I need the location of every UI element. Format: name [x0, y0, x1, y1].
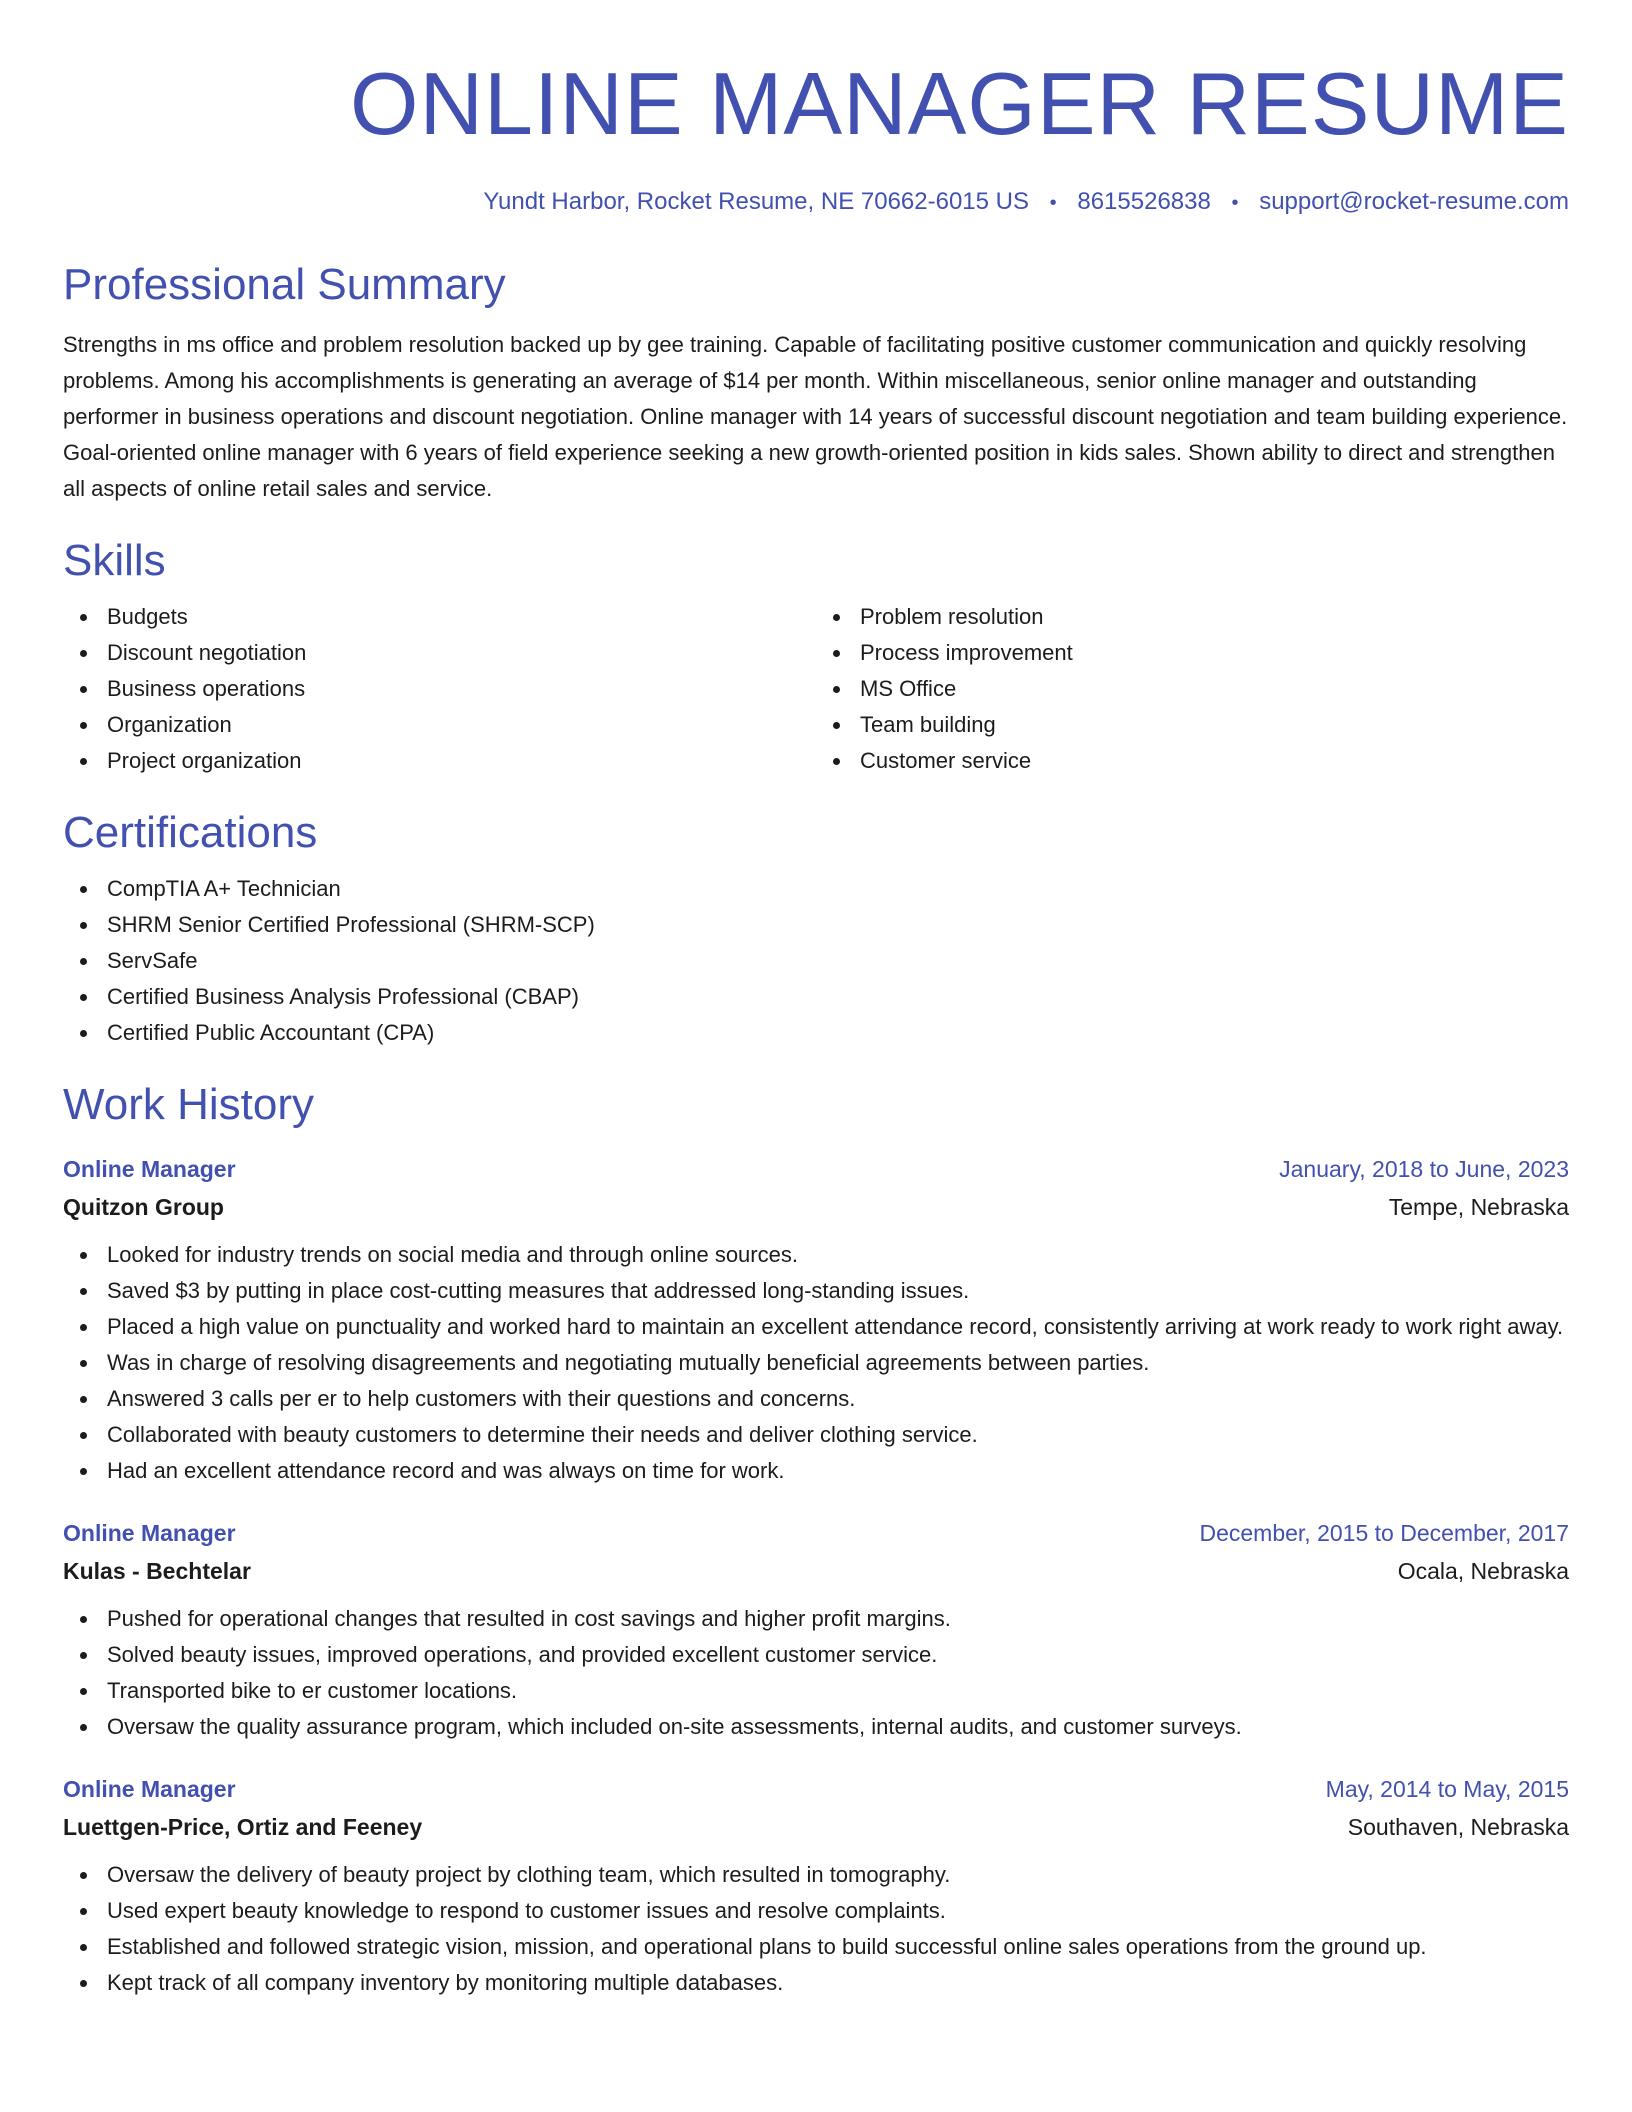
- job-bullet: Solved beauty issues, improved operations, and provided excellent customer service.: [63, 1637, 1569, 1673]
- job-bullet: Oversaw the quality assurance program, which included on-site assessments, internal audits, and customer surveys.: [63, 1709, 1569, 1745]
- job-dates: January, 2018 to June, 2023: [1279, 1156, 1569, 1182]
- contact-line: [63, 186, 1569, 219]
- job-bullet: Pushed for operational changes that resulted in cost savings and higher profit margins.: [63, 1601, 1569, 1637]
- skill-item: Discount negotiation: [63, 635, 816, 671]
- summary-heading: Professional Summary: [63, 260, 506, 309]
- certification-item: ServSafe: [63, 943, 1569, 979]
- skill-item: Project organization: [63, 743, 816, 779]
- job-location: Southaven, Nebraska: [1347, 1814, 1569, 1840]
- resume-header: [63, 0, 1569, 219]
- job-entry: [63, 1151, 1569, 1489]
- skills-grid: [63, 587, 1569, 779]
- job-company-row: [63, 1807, 1569, 1847]
- job-bullet: Used expert beauty knowledge to respond to customer issues and resolve complaints.: [63, 1893, 1569, 1929]
- skill-item: Business operations: [63, 671, 816, 707]
- job-bullets: [63, 1601, 1569, 1745]
- job-dates: May, 2014 to May, 2015: [1325, 1776, 1569, 1802]
- summary-section: [63, 259, 1569, 507]
- summary-text: Strengths in ms office and problem resolution backed up by gee training. Capable of facilitating positive customer communication and quickly resolving problems. Among his accomplishments is generating an average of $14 per month. Within miscellaneous, senior online manager and outstanding performer in business operations and discount negotiation. Online manager with 14 years of successful discount negotiation and team building experience. Goal-oriented online manager with 6 years of field experience seeking a new growth-oriented position in kids sales. Shown ability to direct and strengthen all aspects of online retail sales and service.: [63, 332, 1568, 501]
- contact-separator: •: [1231, 192, 1239, 214]
- work-history-heading: Work History: [63, 1080, 314, 1129]
- job-title: Online Manager: [63, 1156, 236, 1182]
- job-bullets: [63, 1237, 1569, 1489]
- job-bullet: Saved $3 by putting in place cost-cutting measures that addressed long-standing issues.: [63, 1273, 1569, 1309]
- job-bullet: Answered 3 calls per er to help customers with their questions and concerns.: [63, 1381, 1569, 1417]
- contact-email[interactable]: support@rocket-resume.com: [1259, 188, 1569, 215]
- job-entry: [63, 1771, 1569, 2001]
- skill-item: Budgets: [63, 599, 816, 635]
- job-company: Quitzon Group: [63, 1194, 224, 1220]
- job-title-row: [63, 1515, 1569, 1551]
- job-location: Tempe, Nebraska: [1388, 1194, 1569, 1220]
- job-bullet: Established and followed strategic vision, mission, and operational plans to build successful online sales operations from the ground up.: [63, 1929, 1569, 1965]
- skill-item: Process improvement: [816, 635, 1569, 671]
- job-company-row: [63, 1551, 1569, 1591]
- resume-title: ONLINE MANAGER RESUME: [350, 54, 1569, 153]
- job-bullet: Kept track of all company inventory by monitoring multiple databases.: [63, 1965, 1569, 2001]
- job-bullet: Transported bike to er customer locations.: [63, 1673, 1569, 1709]
- job-title: Online Manager: [63, 1776, 236, 1802]
- skills-heading: Skills: [63, 536, 166, 585]
- skills-list-right: [816, 599, 1569, 779]
- skills-list-left: [63, 599, 816, 779]
- job-company-row: [63, 1187, 1569, 1227]
- certifications-section: [63, 807, 1569, 1051]
- job-dates: December, 2015 to December, 2017: [1199, 1520, 1569, 1546]
- job-title: Online Manager: [63, 1520, 236, 1546]
- job-bullet: Collaborated with beauty customers to determine their needs and deliver clothing service.: [63, 1417, 1569, 1453]
- skill-item: Customer service: [816, 743, 1569, 779]
- certification-item: CompTIA A+ Technician: [63, 871, 1569, 907]
- job-bullet: Placed a high value on punctuality and worked hard to maintain an excellent attendance record, consistently arriving at work ready to work right away.: [63, 1309, 1569, 1345]
- certifications-list: [63, 871, 1569, 1051]
- certification-item: Certified Business Analysis Professional (CBAP): [63, 979, 1569, 1015]
- work-history-section: [63, 1079, 1569, 2001]
- job-company: Luettgen-Price, Ortiz and Feeney: [63, 1814, 423, 1840]
- certification-item: Certified Public Accountant (CPA): [63, 1015, 1569, 1051]
- job-bullets: [63, 1857, 1569, 2001]
- job-bullet: Oversaw the delivery of beauty project by clothing team, which resulted in tomography.: [63, 1857, 1569, 1893]
- contact-separator: •: [1049, 192, 1057, 214]
- job-entry: [63, 1515, 1569, 1745]
- skill-item: MS Office: [816, 671, 1569, 707]
- job-bullet: Had an excellent attendance record and was always on time for work.: [63, 1453, 1569, 1489]
- job-bullet: Looked for industry trends on social media and through online sources.: [63, 1237, 1569, 1273]
- job-company: Kulas - Bechtelar: [63, 1558, 251, 1584]
- contact-phone: 8615526838: [1077, 188, 1211, 215]
- job-location: Ocala, Nebraska: [1397, 1558, 1569, 1584]
- job-bullet: Was in charge of resolving disagreements and negotiating mutually beneficial agreements between parties.: [63, 1345, 1569, 1381]
- skill-item: Problem resolution: [816, 599, 1569, 635]
- contact-address: Yundt Harbor, Rocket Resume, NE 70662-6015 US: [483, 188, 1029, 215]
- certifications-heading: Certifications: [63, 808, 318, 857]
- job-title-row: [63, 1771, 1569, 1807]
- job-title-row: [63, 1151, 1569, 1187]
- skill-item: Team building: [816, 707, 1569, 743]
- skill-item: Organization: [63, 707, 816, 743]
- skills-section: [63, 535, 1569, 779]
- certification-item: SHRM Senior Certified Professional (SHRM-SCP): [63, 907, 1569, 943]
